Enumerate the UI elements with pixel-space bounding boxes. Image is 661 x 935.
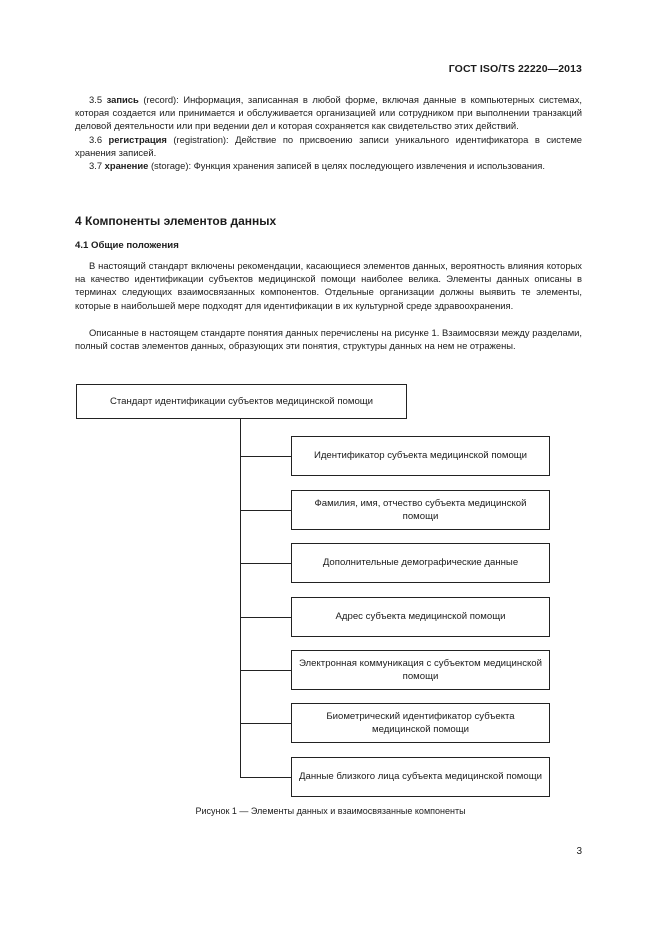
subsection-title: 4.1 Общие положения xyxy=(75,240,179,251)
term-record: запись xyxy=(106,94,139,105)
diagram-connector xyxy=(240,723,291,724)
page-number: 3 xyxy=(576,846,582,857)
definition-3-7: 3.7 хранение (storage): Функция хранения записей в целях последующего извлечения и использования. xyxy=(89,160,545,172)
term-storage: хранение xyxy=(104,160,149,172)
diagram-box-biometric-identifier: Биометрический идентификатор субъекта медицинской помощи xyxy=(291,703,550,743)
definition-3-5: 3.5 запись (record): Информация, записанная в любой форме, включая данные в компьютерных системах, которая создается или принимается и обслуживается организацией или сотрудником при выполнении транзакций деловой деятельности или при ведении дел и которая сохраняется как свидетельство этих действий. xyxy=(75,94,582,132)
diagram-box-demographics: Дополнительные демографические данные xyxy=(291,543,550,583)
section-title: 4 Компоненты элементов данных xyxy=(75,214,277,228)
diagram-box-address: Адрес субъекта медицинской помощи xyxy=(291,597,550,637)
term-registration: регистрация xyxy=(108,133,167,145)
diagram-box-patient-identifier: Идентификатор субъекта медицинской помощи xyxy=(291,436,550,476)
diagram-box-next-of-kin: Данные близкого лица субъекта медицинской помощи xyxy=(291,757,550,797)
diagram-box-patient-name: Фамилия, имя, отчество субъекта медицинской помощи xyxy=(291,490,550,530)
diagram-connector xyxy=(240,510,291,511)
document-header: ГОСТ ISO/TS 22220—2013 xyxy=(448,63,582,75)
diagram-box-electronic-communication: Электронная коммуникация с субъектом медицинской помощи xyxy=(291,650,550,690)
paragraph-1: В настоящий стандарт включены рекомендации, касающиеся элементов данных, вероятность влияния которых на качество идентификации субъектов медицинской помощи наиболее велика. Элементы данных описаны в терминах следующих взаимосвязанных компонентов. Отдельные организации должны выявить те элементы, которые в наибольшей мере подходят для идентификации в их культурной среде здравоохранения. xyxy=(75,260,582,311)
diagram-connector xyxy=(240,777,291,778)
figure-caption: Рисунок 1 — Элементы данных и взаимосвязанные компоненты xyxy=(195,806,466,816)
diagram-connector xyxy=(240,563,291,564)
diagram-root-box: Стандарт идентификации субъектов медицинской помощи xyxy=(76,384,407,419)
diagram-connector xyxy=(240,670,291,671)
diagram-connector xyxy=(240,456,291,457)
definition-3-6: 3.6 регистрация (registration): Действие по присвоению записи уникального идентификатора в системе хранения записей. xyxy=(75,133,582,158)
diagram-connector xyxy=(240,617,291,618)
paragraph-2: Описанные в настоящем стандарте понятия данных перечислены на рисунке 1. Взаимосвязи между разделами, полный состав элементов данных, образующих эти понятия, структуры данных на нем не отражены. xyxy=(75,327,582,352)
